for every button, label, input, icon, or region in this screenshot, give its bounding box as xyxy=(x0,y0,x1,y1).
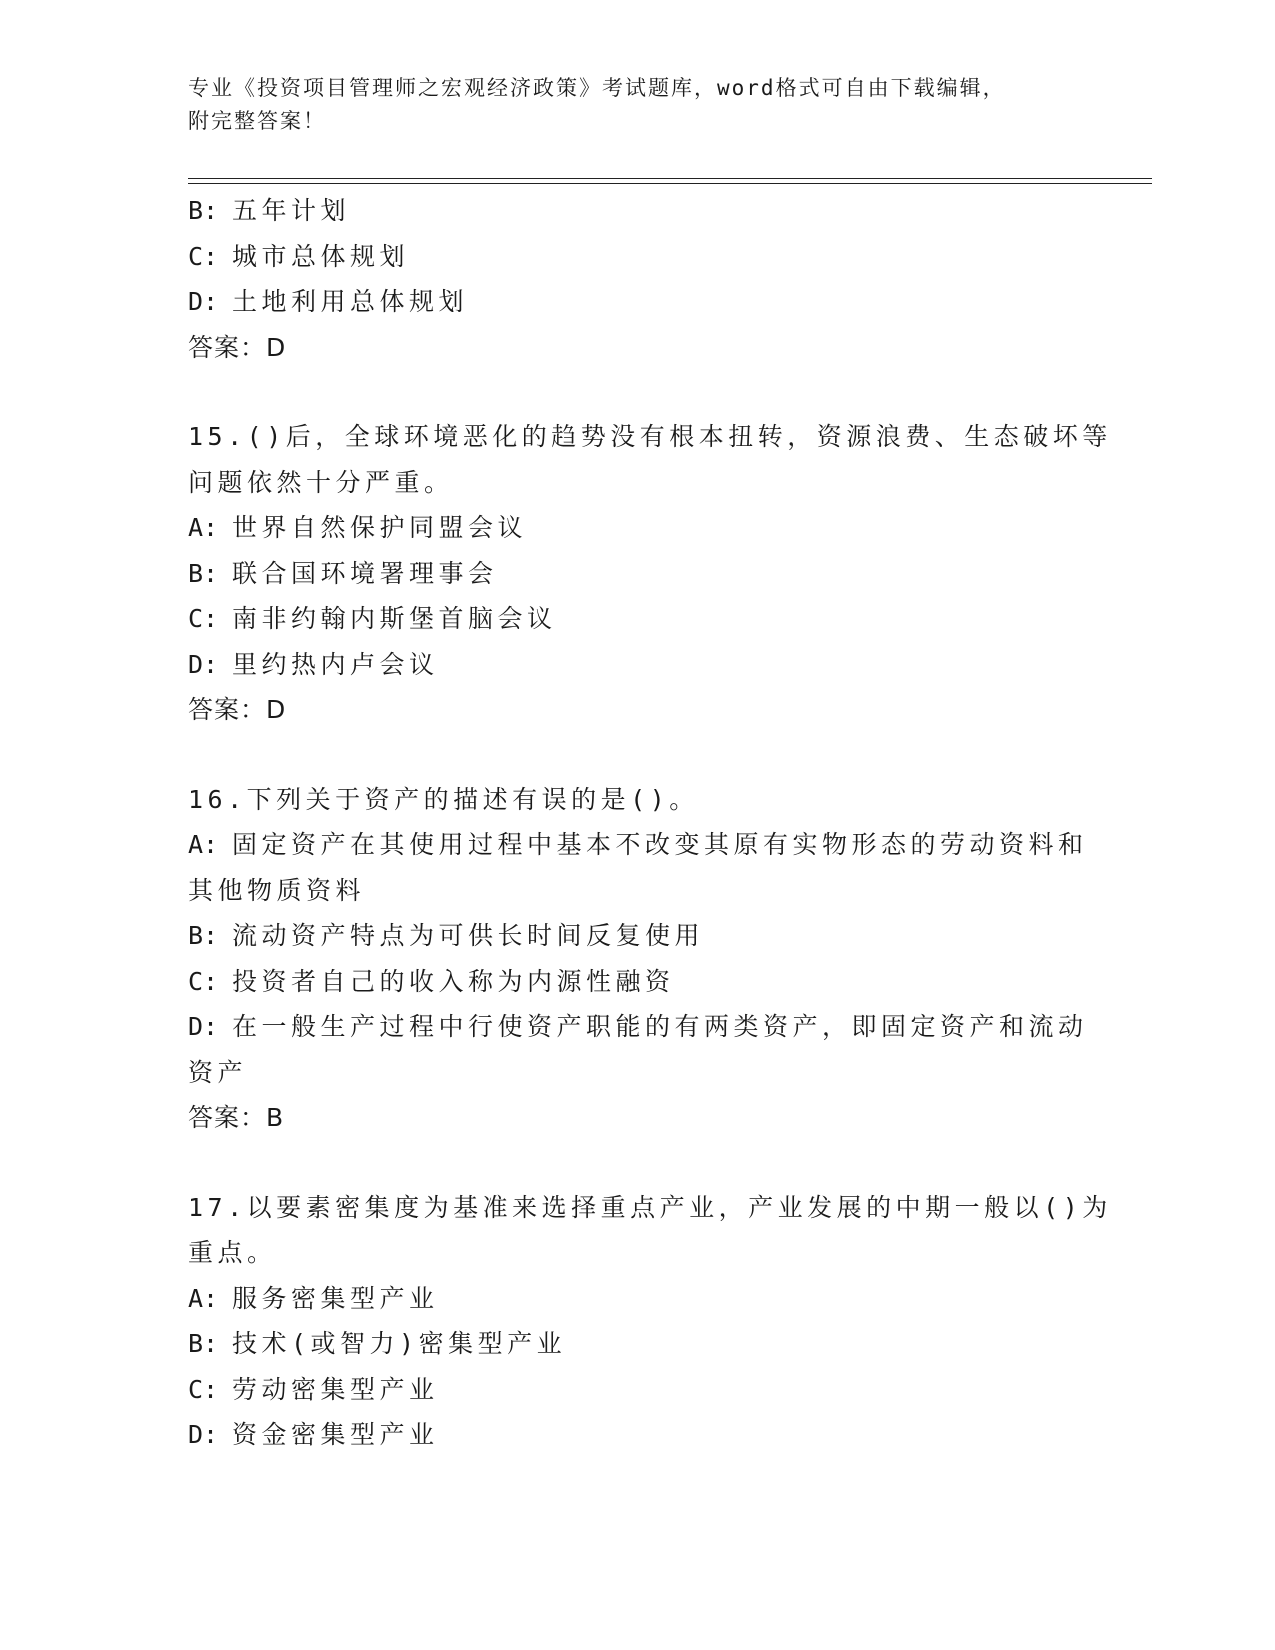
option-letter: D: xyxy=(188,1420,219,1449)
option-letter: C: xyxy=(188,241,219,271)
option-letter: B: xyxy=(188,1329,219,1358)
question-stem: 15.()后，全球环境恶化的趋势没有根本扭转，资源浪费、生态破坏等 xyxy=(188,422,1112,451)
answer-line xyxy=(188,1095,1088,1141)
option-c xyxy=(188,1367,1088,1413)
header-line-2: 附完整答案！ xyxy=(188,109,326,133)
option-text: 联合国环境署理事会 xyxy=(232,558,498,588)
option-text: 技术(或智力)密集型产业 xyxy=(232,1329,567,1358)
option-letter: C: xyxy=(188,604,219,633)
question-stem: 17.以要素密集度为基准来选择重点产业，产业发展的中期一般以()为 xyxy=(188,1192,1112,1222)
option-b xyxy=(188,1321,1088,1367)
option-letter: C: xyxy=(188,1374,219,1404)
option-text: 世界自然保护同盟会议 xyxy=(232,513,528,542)
option-a-cont: 其他物质资料 xyxy=(188,875,366,905)
option-letter: D: xyxy=(188,1012,219,1041)
option-letter: A: xyxy=(188,513,219,542)
option-letter: A: xyxy=(188,830,219,859)
option-b xyxy=(188,913,1088,959)
option-d xyxy=(188,1004,1088,1050)
question-content xyxy=(188,188,1112,1458)
option-letter: B: xyxy=(188,558,219,588)
option-c xyxy=(188,234,1088,280)
option-letter: D: xyxy=(188,287,219,316)
option-text: 固定资产在其使用过程中基本不改变其原有实物形态的劳动资料和 xyxy=(232,830,1088,859)
answer-line xyxy=(188,325,1088,371)
option-text: 服务密集型产业 xyxy=(232,1283,439,1313)
option-b xyxy=(188,551,1088,597)
answer-value: D xyxy=(266,332,287,362)
option-letter: D: xyxy=(188,649,219,679)
answer-value: B xyxy=(266,1103,285,1132)
option-c xyxy=(188,959,1088,1005)
option-c xyxy=(188,596,1088,642)
option-text: 土地利用总体规划 xyxy=(232,287,469,316)
question-17 xyxy=(188,1185,1112,1458)
option-text: 流动资产特点为可供长时间反复使用 xyxy=(232,921,705,950)
option-a xyxy=(188,822,1088,868)
answer-value: D xyxy=(266,695,287,724)
answer-label: 答案： xyxy=(188,1103,267,1132)
question-16 xyxy=(188,777,1088,1141)
option-d xyxy=(188,1412,1088,1458)
answer-label: 答案： xyxy=(188,695,267,724)
option-a xyxy=(188,1276,1088,1322)
option-text: 五年计划 xyxy=(232,196,351,225)
option-d xyxy=(188,279,1088,325)
question-stem: 16.下列关于资产的描述有误的是()。 xyxy=(188,784,699,814)
option-text: 劳动密集型产业 xyxy=(232,1374,439,1404)
option-d-cont: 资产 xyxy=(188,1057,248,1087)
option-text: 资金密集型产业 xyxy=(232,1420,439,1449)
document-header xyxy=(188,72,1088,138)
option-text: 里约热内卢会议 xyxy=(232,649,439,679)
option-text: 城市总体规划 xyxy=(232,241,410,271)
option-text: 在一般生产过程中行使资产职能的有两类资产，即固定资产和流动 xyxy=(232,1012,1088,1041)
option-d xyxy=(188,642,1088,688)
answer-line xyxy=(188,687,1088,733)
option-letter: B: xyxy=(188,921,219,950)
header-divider xyxy=(188,178,1152,184)
question-stem-cont: 重点。 xyxy=(188,1238,277,1267)
header-line-1: 专业《投资项目管理师之宏观经济政策》考试题库，word格式可自由下载编辑， xyxy=(188,76,1006,100)
prev-question xyxy=(188,188,1088,370)
option-letter: A: xyxy=(188,1283,219,1313)
answer-label: 答案： xyxy=(188,332,267,362)
question-stem-cont: 问题依然十分严重。 xyxy=(188,467,454,497)
option-a xyxy=(188,505,1088,551)
option-letter: C: xyxy=(188,966,219,996)
option-letter: B: xyxy=(188,196,219,225)
option-text: 南非约翰内斯堡首脑会议 xyxy=(232,604,557,633)
option-b xyxy=(188,188,1088,234)
question-15 xyxy=(188,414,1112,733)
option-text: 投资者自己的收入称为内源性融资 xyxy=(232,966,675,996)
